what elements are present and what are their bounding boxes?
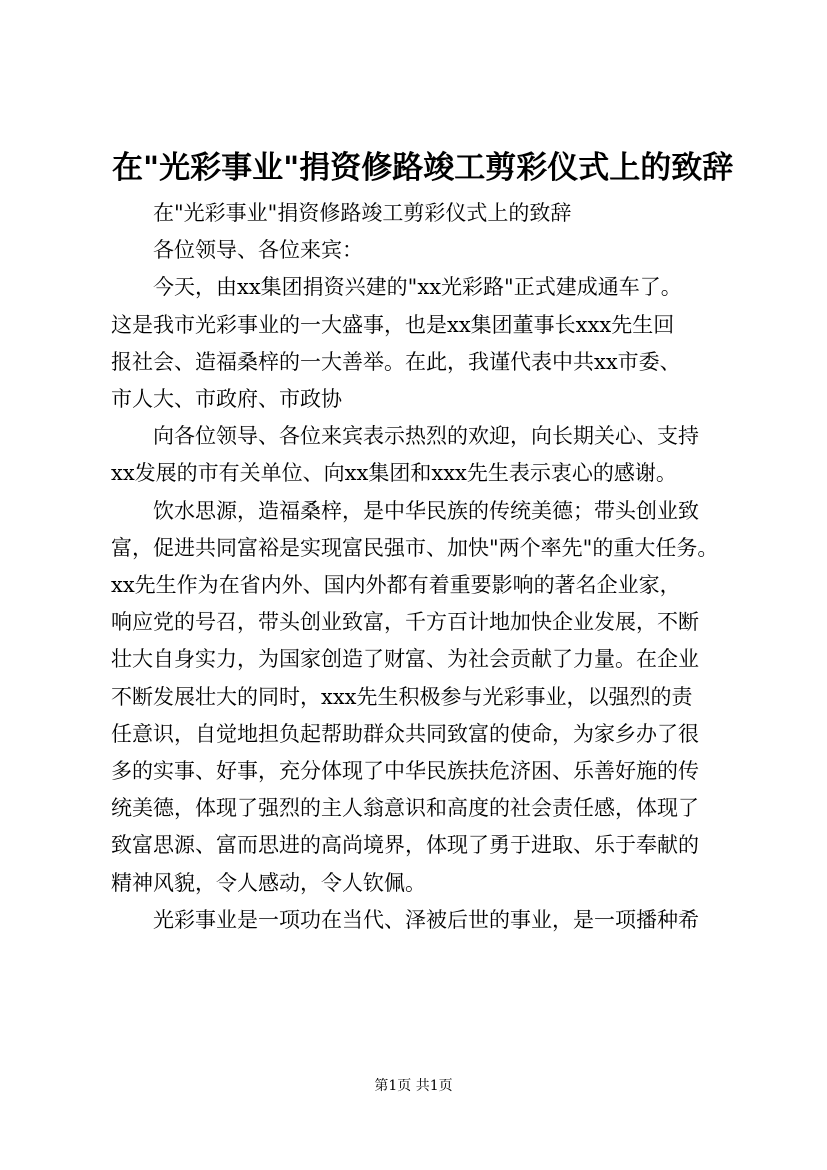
- page-footer: 第1页 共1页: [374, 1078, 453, 1094]
- paragraph-welcome: [111, 418, 741, 492]
- text-line: xx发展的市有关单位、向xx集团和xxx先生表示衷心的感谢。: [111, 461, 677, 486]
- text-line: 市人大、市政府、市政协: [111, 387, 342, 412]
- text-line: 这是我市光彩事业的一大盛事，也是xx集团董事长xxx先生回: [111, 312, 675, 337]
- document-title: 在"光彩事业"捐资修路竣工剪彩仪式上的致辞: [112, 150, 734, 186]
- text-line: 今天，由xx集团捐资兴建的"xx光彩路"正式建成通车了。: [153, 275, 682, 300]
- text-line: 响应党的号召，带头创业致富，千方百计地加快企业发展，不断: [111, 610, 699, 635]
- text-line: 多的实事、好事，充分体现了中华民族扶危济困、乐善好施的传: [111, 759, 699, 784]
- document-body: [111, 195, 741, 939]
- text-line: 向各位领导、各位来宾表示热烈的欢迎，向长期关心、支持: [153, 424, 699, 449]
- text-line: 报社会、造福桑梓的一大善举。在此，我谨代表中共xx市委、: [111, 349, 681, 374]
- text-line: 精神风貌，令人感动，令人钦佩。: [111, 870, 426, 895]
- paragraph-salutation: [111, 232, 741, 269]
- text-line: 不断发展壮大的同时，xxx先生积极参与光彩事业，以强烈的责: [111, 684, 693, 709]
- text-line: 在"光彩事业"捐资修路竣工剪彩仪式上的致辞: [153, 201, 572, 225]
- text-line: 统美德，体现了强烈的主人翁意识和高度的社会责任感，体现了: [111, 796, 699, 821]
- text-line: 任意识，自觉地担负起帮助群众共同致富的使命，为家乡办了很: [111, 721, 699, 746]
- text-line: 富，促进共同富裕是实现富民强市、加快"两个率先"的重大任务。: [111, 535, 719, 560]
- paragraph-tradition: [111, 493, 741, 902]
- text-line: 饮水思源，造福桑梓，是中华民族的传统美德；带头创业致: [153, 498, 699, 523]
- text-line: 壮大自身实力，为国家创造了财富、为社会贡献了力量。在企业: [111, 647, 699, 672]
- text-line: 光彩事业是一项功在当代、泽被后世的事业，是一项播种希: [153, 907, 699, 932]
- text-line: 致富思源、富而思进的高尚境界，体现了勇于进取、乐于奉献的: [111, 833, 699, 858]
- text-line: xx先生作为在省内外、国内外都有着重要影响的著名企业家，: [111, 573, 681, 598]
- paragraph-guangcai: [111, 902, 741, 939]
- paragraph-intro: [111, 269, 741, 418]
- paragraph-subtitle: [111, 195, 741, 232]
- text-line: 各位领导、各位来宾：: [153, 238, 363, 263]
